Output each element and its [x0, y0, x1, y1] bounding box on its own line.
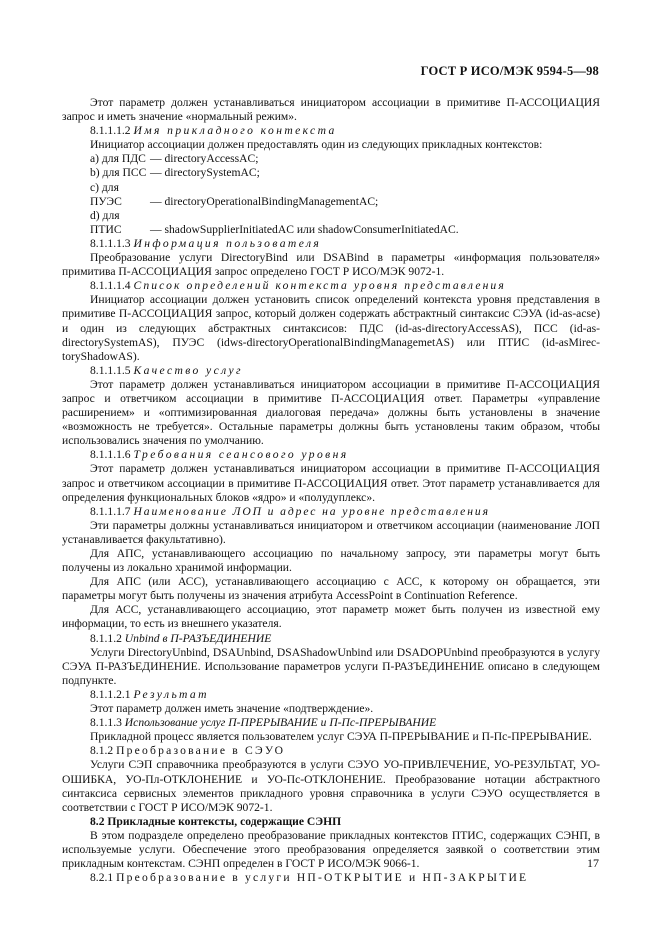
list-item-value: — directoryOperationalBindingManagementAC; [150, 194, 379, 208]
standard-header: ГОСТ Р ИСО/МЭК 9594-5—98 [420, 64, 599, 78]
paragraph: Инициатор ассоциации должен установить список определений контекста уровня представления в примитиве П-АССОЦИАЦИЯ запрос, который должен содержать абстрактный синтаксис СЭУА (id-as-acse) и один из следующих абстрактных синтаксисов: ПДС (id-as-directoryAccessAS), ПСС (id-as-directorySystemAS), ПУЭС (idws-directoryOperationalBindingManagemetAS) или ПТИС (id-asMirec-toryShadowAS). [62, 293, 600, 363]
paragraph: Прикладной процесс является пользователем услуг СЭУА П-ПРЕРЫВАНИЕ и П-Пс-ПРЕРЫВАНИЕ. [90, 730, 592, 744]
section-heading [62, 124, 600, 138]
section-number: 8.1.1.2 [90, 631, 122, 645]
paragraph: Преобразование услуги DirectoryBind или DSABind в параметры «информация пользователя» примитива П-АССОЦИАЦИЯ запрос определено ГОСТ Р ИСО/МЭК 9072-1. [62, 251, 600, 279]
section-heading [62, 688, 600, 702]
paragraph: В этом подразделе определено преобразование прикладных контекстов ПТИС, содержащих СЭНП, в используемые услуги. Обеспечение этого преобразования определяется заявкой о соответствии этим прикладным контекстам. СЭНП определен в ГОСТ Р ИСО/МЭК 9066-1. [62, 828, 600, 871]
paragraph: Инициатор ассоциации должен предоставлять один из следующих прикладных контекстов: [90, 138, 543, 152]
paragraph: Этот параметр должен устанавливаться инициатором ассоциации в примитиве П-АССОЦИАЦИЯ запрос и иметь значение «нормальный режим». [62, 96, 600, 124]
section-title: Качество услуг [133, 363, 243, 377]
list-item-value: — shadowSupplierInitiatedAC или shadowConsumerInitiatedAC. [150, 222, 459, 236]
paragraph: Услуги DirectoryUnbind, DSAUnbind, DSAShadowUnbind или DSADOPUnbind преобразуются в услугу СЭУА П-РАЗЪЕДИНЕНИЕ. Использование параметров услуги П-РАЗЪЕДИНЕНИЕ описано в следующем подпункте. [62, 645, 600, 687]
section-title: Наименование ЛОП и адрес на уровне представления [133, 504, 490, 518]
section-number: 8.1.1.1.4 [90, 279, 131, 293]
section-heading [62, 632, 600, 646]
list-item [62, 166, 600, 180]
section-number: 8.1.1.3 [90, 716, 122, 730]
list-item-label: a) для ПДС [90, 152, 146, 166]
section-title: Результат [133, 687, 209, 701]
section-title: Использование услуг П-ПРЕРЫВАНИЕ и П-Пс-ПРЕРЫВАНИЕ [124, 716, 437, 730]
section-number: 8.1.1.1.7 [90, 504, 131, 518]
section-number: 8.1.1.1.2 [90, 124, 131, 138]
section-heading [62, 279, 600, 293]
list-item-value: — directorySystemAC; [150, 166, 260, 180]
section-number: 8.1.1.1.3 [90, 236, 131, 250]
section-title: Преобразование в СЭУО [116, 744, 286, 758]
paragraph: Этот параметр должен устанавливаться инициатором ассоциации в примитиве П-АССОЦИАЦИЯ запрос и ответчиком ассоциации в примитиве П-АССОЦИАЦИЯ ответ. Параметры «управление расширением» и «оптимизированная диалоговая передача» должны быть установлены в значение «возможность не требуется». Остальные параметры должны быть установлены таким образом, чтобы использовались значения по умолчанию. [62, 377, 600, 448]
list-item [62, 181, 600, 209]
list-item-label: c) для ПУЭС [90, 180, 122, 208]
list-item-label: d) для ПТИС [90, 208, 122, 236]
paragraph: Для АСС, устанавливающего ассоциацию, этот параметр может быть получен из известной ему информации, то есть из внешнего указателя. [62, 603, 600, 631]
section-heading [62, 237, 600, 251]
section-heading: 8.2 Прикладные контексты, содержащие СЭНП [90, 814, 342, 828]
section-title: Преобразование в услуги НП-ОТКРЫТИЕ и НП-ЗАКРЫТИЕ [116, 871, 529, 885]
section-heading [62, 744, 600, 758]
section-heading [62, 448, 600, 462]
section-heading [62, 364, 600, 378]
section-heading [62, 505, 600, 519]
section-number: 8.1.1.2.1 [90, 687, 131, 701]
context-list [62, 152, 600, 237]
section-number: 8.1.1.1.6 [90, 448, 131, 462]
section-title: Список определений контекста уровня представления [133, 279, 506, 293]
list-item-label: b) для ПСС [90, 166, 147, 180]
section-title: Требования сеансового уровня [133, 448, 349, 462]
page-content [62, 96, 600, 885]
paragraph: Для АПС (или АСС), устанавливающего ассоциацию с АСС, к которому он обращается, эти параметры могут быть получены из значения атрибута AccessPoint в Continuation Reference. [62, 575, 600, 603]
section-heading [62, 716, 600, 730]
page-number: 17 [587, 856, 599, 870]
section-title: Unbind в П-РАЗЪЕДИНЕНИЕ [124, 631, 272, 645]
paragraph: Для АПС, устанавливающего ассоциацию по начальному запросу, эти параметры могут быть получены из локально хранимой информации. [62, 547, 600, 575]
section-heading [62, 871, 600, 885]
list-item [62, 152, 600, 166]
paragraph: Эти параметры должны устанавливаться инициатором и ответчиком ассоциации (наименование ЛОП устанавливается факультативно). [62, 518, 600, 546]
paragraph: Этот параметр должен иметь значение «подтверждение». [90, 702, 374, 716]
list-item-value: — directoryAccessAC; [150, 152, 259, 166]
section-title: Информация пользователя [133, 236, 322, 250]
list-item [62, 209, 600, 237]
paragraph: Услуги СЭП справочника преобразуются в услуги СЭУО УО-ПРИВЛЕЧЕНИЕ, УО-РЕЗУЛЬТАТ, УО-ОШИБКА, УО-Пл-ОТКЛОНЕНИЕ и УО-Пс-ОТКЛОНЕНИЕ. Преобразование нотации абстрактного синтаксиса сервисных элементов прикладного уровня справочника в услуги СЭУО осуществляется в соответствии с ГОСТ Р ИСО/МЭК 9072-1. [62, 758, 600, 814]
section-number: 8.1.2 [90, 744, 114, 758]
section-number: 8.2.1 [90, 871, 114, 885]
paragraph: Этот параметр должен устанавливаться инициатором ассоциации в примитиве П-АССОЦИАЦИЯ запрос и ответчиком ассоциации в примитиве П-АССОЦИАЦИЯ ответ. Этот параметр устанавливается для определения функциональных блоков «ядро» и «полудуплекс». [62, 462, 600, 504]
section-title: Имя прикладного контекста [133, 124, 337, 138]
section-number: 8.1.1.1.5 [90, 363, 131, 377]
